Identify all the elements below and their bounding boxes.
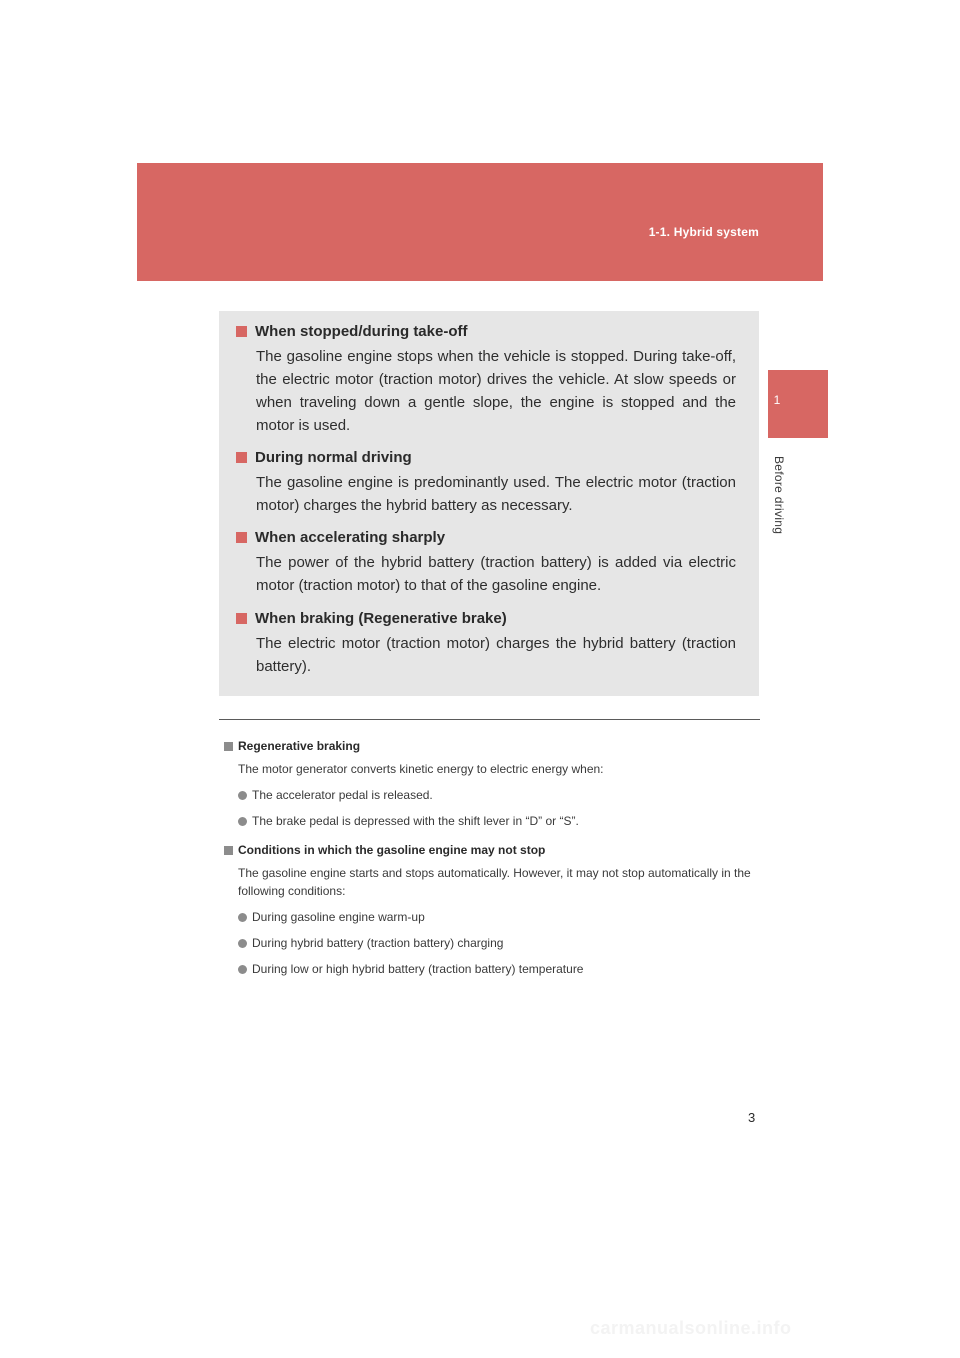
mode-heading-text: When accelerating sharply [255,529,446,546]
circle-bullet-icon [238,965,247,974]
mode-heading [236,449,736,466]
driving-modes-box [219,311,759,696]
list-item-text: The brake pedal is depressed with the shift lever in “D” or “S”. [252,814,579,828]
mode-heading [236,323,736,340]
list-item [238,934,759,952]
note-heading-text: Regenerative braking [238,739,361,753]
mode-normal-driving [256,449,736,517]
circle-bullet-icon [238,817,247,826]
mode-accelerating-sharply [256,529,736,597]
square-bullet-icon [236,326,247,337]
watermark: carmanualsonline.info [590,1318,792,1338]
note-heading [224,739,759,753]
square-bullet-icon [236,532,247,543]
list-item [238,908,759,926]
list-item-text: The accelerator pedal is released. [252,788,433,802]
header-band [137,163,823,281]
list-item [238,812,759,830]
note-heading [224,843,759,857]
list-item [238,786,759,804]
mode-stopped-takeoff [256,323,736,437]
square-bullet-icon [224,742,233,751]
chapter-name: Before driving [772,456,786,535]
note-text: The motor generator converts kinetic energy to electric energy when: [238,762,604,776]
mode-description: The power of the hybrid battery (traction battery) is added via electric motor (traction motor) to that of the gasoline engine. [256,554,736,594]
chapter-tab [768,370,828,438]
mode-heading [236,610,736,627]
mode-regenerative-brake [256,610,736,678]
list-item-text: During low or high hybrid battery (traction battery) temperature [252,962,584,976]
circle-bullet-icon [238,939,247,948]
list-item-text: During hybrid battery (traction battery) charging [252,936,504,950]
note-engine-may-not-stop [224,843,759,978]
list-item-text: During gasoline engine warm-up [252,910,425,924]
mode-description: The gasoline engine is predominantly used. The electric motor (traction motor) charges the hybrid battery as necessary. [256,474,736,514]
chapter-number: 1 [773,393,781,407]
mode-heading-text: During normal driving [255,449,412,466]
list-item [238,960,759,978]
square-bullet-icon [224,846,233,855]
section-divider [219,719,760,720]
note-regenerative-braking [224,739,759,830]
circle-bullet-icon [238,791,247,800]
note-text: The gasoline engine starts and stops automatically. However, it may not stop automatically in the following conditions: [238,866,751,898]
page-number: 3 [748,1110,756,1125]
mode-heading-text: When stopped/during take-off [255,323,468,340]
mode-description: The gasoline engine stops when the vehicle is stopped. During take-off, the electric motor (traction motor) drives the vehicle. At slow speeds or when traveling down a gentle slope, the engine is stopped and the motor is used. [256,348,736,434]
mode-description: The electric motor (traction motor) charges the hybrid battery (traction battery). [256,635,736,675]
note-heading-text: Conditions in which the gasoline engine may not stop [238,843,546,857]
circle-bullet-icon [238,913,247,922]
square-bullet-icon [236,452,247,463]
square-bullet-icon [236,613,247,624]
section-title: 1-1. Hybrid system [648,225,759,239]
mode-heading-text: When braking (Regenerative brake) [255,610,507,627]
mode-heading [236,529,736,546]
